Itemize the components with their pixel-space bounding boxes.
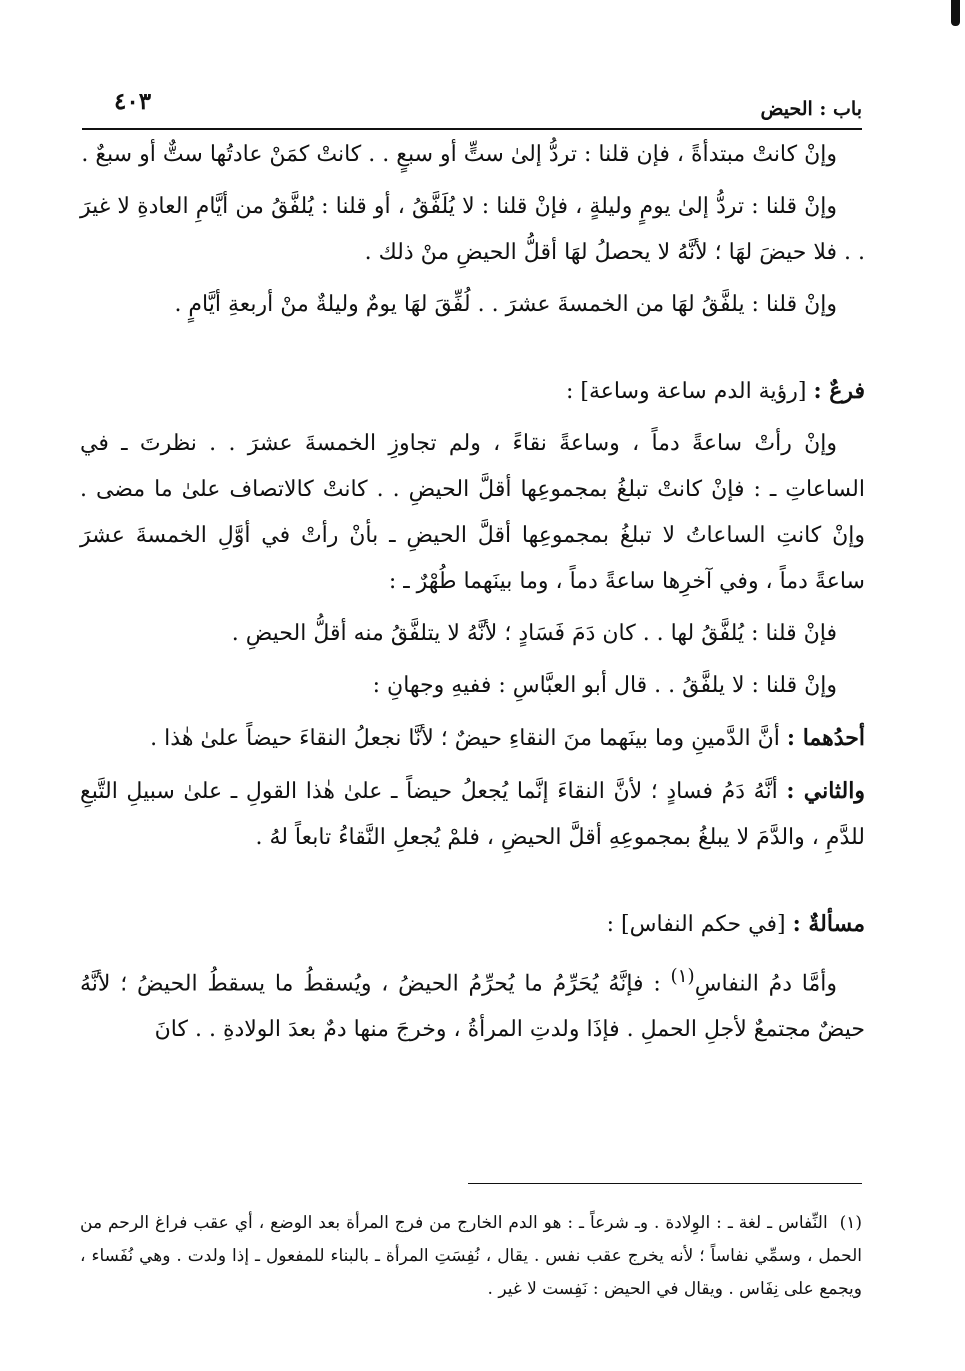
paragraph-second-view: [80, 768, 865, 861]
footnote: [80, 1207, 862, 1306]
first-view-label: أحدُهما :: [786, 725, 865, 751]
second-view-text: أنَّهُ دَمُ فسادٍ ؛ لأنَّ النقاءَ إنَّما يُجعلُ حيضاً ـ علىٰ هٰذا القولِ ـ علىٰ سبيلِ التَّبعِ للدَّمِ ، والدَّمَ لا يبلغُ بمجموعِهِ أقلَّ الحيضِ ، فلمْ يُجعلِ النَّقاءُ تابعاً لهُ .: [80, 779, 865, 850]
paragraph-yawm-wa-layla: وإنْ قلنا : تردُّ إلىٰ يومٍ وليلةٍ ، فإنْ قلنا : لا يُلَفَّقُ ، أو قلنا : يُلفَّقُ من أيَّامِ العادةِ لا غيرَ . . فلا حيضَ لهَا ؛ لأنَّهُ لا يحصلُ لهَا أقلُّ الحيضِ منْ ذلك .: [80, 194, 865, 265]
issue-title: [في حكم النفاس] :: [606, 912, 786, 937]
nifas-text-start: وأمَّا دمُ النفاسِ: [694, 971, 837, 997]
page-header: [82, 88, 862, 126]
first-view-text: أنَّ الدَّمينِ وما بينَهما منَ النقاءِ حيضٌ ؛ لأنَّا نجعلُ النقاءَ حيضاً علىٰ هٰذا .: [150, 726, 780, 751]
paragraph-yulaffaq: فإنْ قلنا : يُلفَّقُ لها . . كان دَمَ فَسَادٍ ؛ لأنَّهُ لا يتلفَّقُ منه أقلُّ الحيضِ .: [231, 621, 837, 646]
paragraph-first-view: [80, 715, 865, 762]
footnote-marker: (١): [839, 1213, 863, 1233]
paragraph-nifas: [80, 954, 865, 1053]
branch-title: [رؤية الدم ساعة وساعة] :: [565, 379, 807, 404]
nifas-text-rest: : فإنَّهُ يُحَرِّمُ ما يُحرِّمُ الحيضُ ، ويُسقطُ ما يسقطُ الحيضُ ؛ لأنَّهُ حيضٌ مجتمعٌ لأجلِ الحملِ . فإذَا ولدتِ المرأةُ ، وخرجَ منها دمٌ بعدَ الولادةِ . . كانَ: [80, 971, 865, 1043]
second-view-label: والثاني :: [786, 778, 865, 804]
issue-heading: [80, 901, 865, 948]
paragraph-mubtadia: وإنْ كانتْ مبتدأةً ، فإن قلنا : تردُّ إلىٰ ستٍّ أو سبعٍ . . كانتْ كمَنْ عادتُها ستٌّ أو سبعٌ .: [81, 142, 837, 167]
page-number: ٤٠٣: [114, 88, 152, 115]
branch-label: فرعٌ :: [813, 378, 865, 404]
footnote-entry: [80, 1207, 862, 1306]
footnote-text: النِّفاس ـ لغة ـ : الوِلادة . وـ شرعاً ـ : هو الدم الخارج من فرج المرأة بعد الوضع ، أي عقب فراغ الرحم من الحمل ، وسمِّي نفاساً ؛ لأنه يخرج عقب نفس . يقال ، نُفِسَتِ المرأة ـ بالبناء للمفعول ـ إذا ولدت . وهي نُفَساء ، ويجمع على نِفَاس . ويقال في الحيض : نَفِست لا غير .: [80, 1213, 862, 1299]
footnote-reference: (١): [670, 966, 695, 987]
footnote-divider: [468, 1183, 862, 1184]
page-edge-mark: [951, 0, 960, 26]
header-divider: [82, 128, 862, 130]
issue-label: مسألةٌ :: [792, 911, 865, 937]
main-text: [80, 132, 865, 1059]
paragraph-saat: وإنْ رأتْ ساعةً دماً ، وساعةً نقاءً ، ولم تجاوزِ الخمسةَ عشرَ . . نظرتَ ـ في الساعاتِ ـ : فإنْ كانتْ تبلغُ بمجموعِها أقلَّ الحيضِ . . كانتْ كالاتصاف علىٰ ما مضى . وإنْ كانتِ الساعاتُ لا تبلغُ بمجموعِها أقلَّ الحيضِ ـ بأنْ رأتْ في أوَّلِ الخمسةَ عشرَ ساعةً دماً ، وفي آخرِها ساعةً دماً ، وما بينَهما طُهْرٌ ـ :: [80, 431, 865, 594]
branch-heading: [80, 368, 865, 415]
paragraph-talfiq: وإنْ قلنا : يلفَّقُ لهَا من الخمسةَ عشرَ . . لُفِّقَ لهَا يومٌ وليلةٌ منْ أربعةِ أيَّامٍ .: [174, 292, 837, 317]
paragraph-wajhan: وإنْ قلنا : لا يلفَّقُ . . قال أبو العبَّاسِ : ففيهِ وجهانِ :: [372, 673, 837, 698]
chapter-title: باب : الحيض: [760, 98, 862, 120]
